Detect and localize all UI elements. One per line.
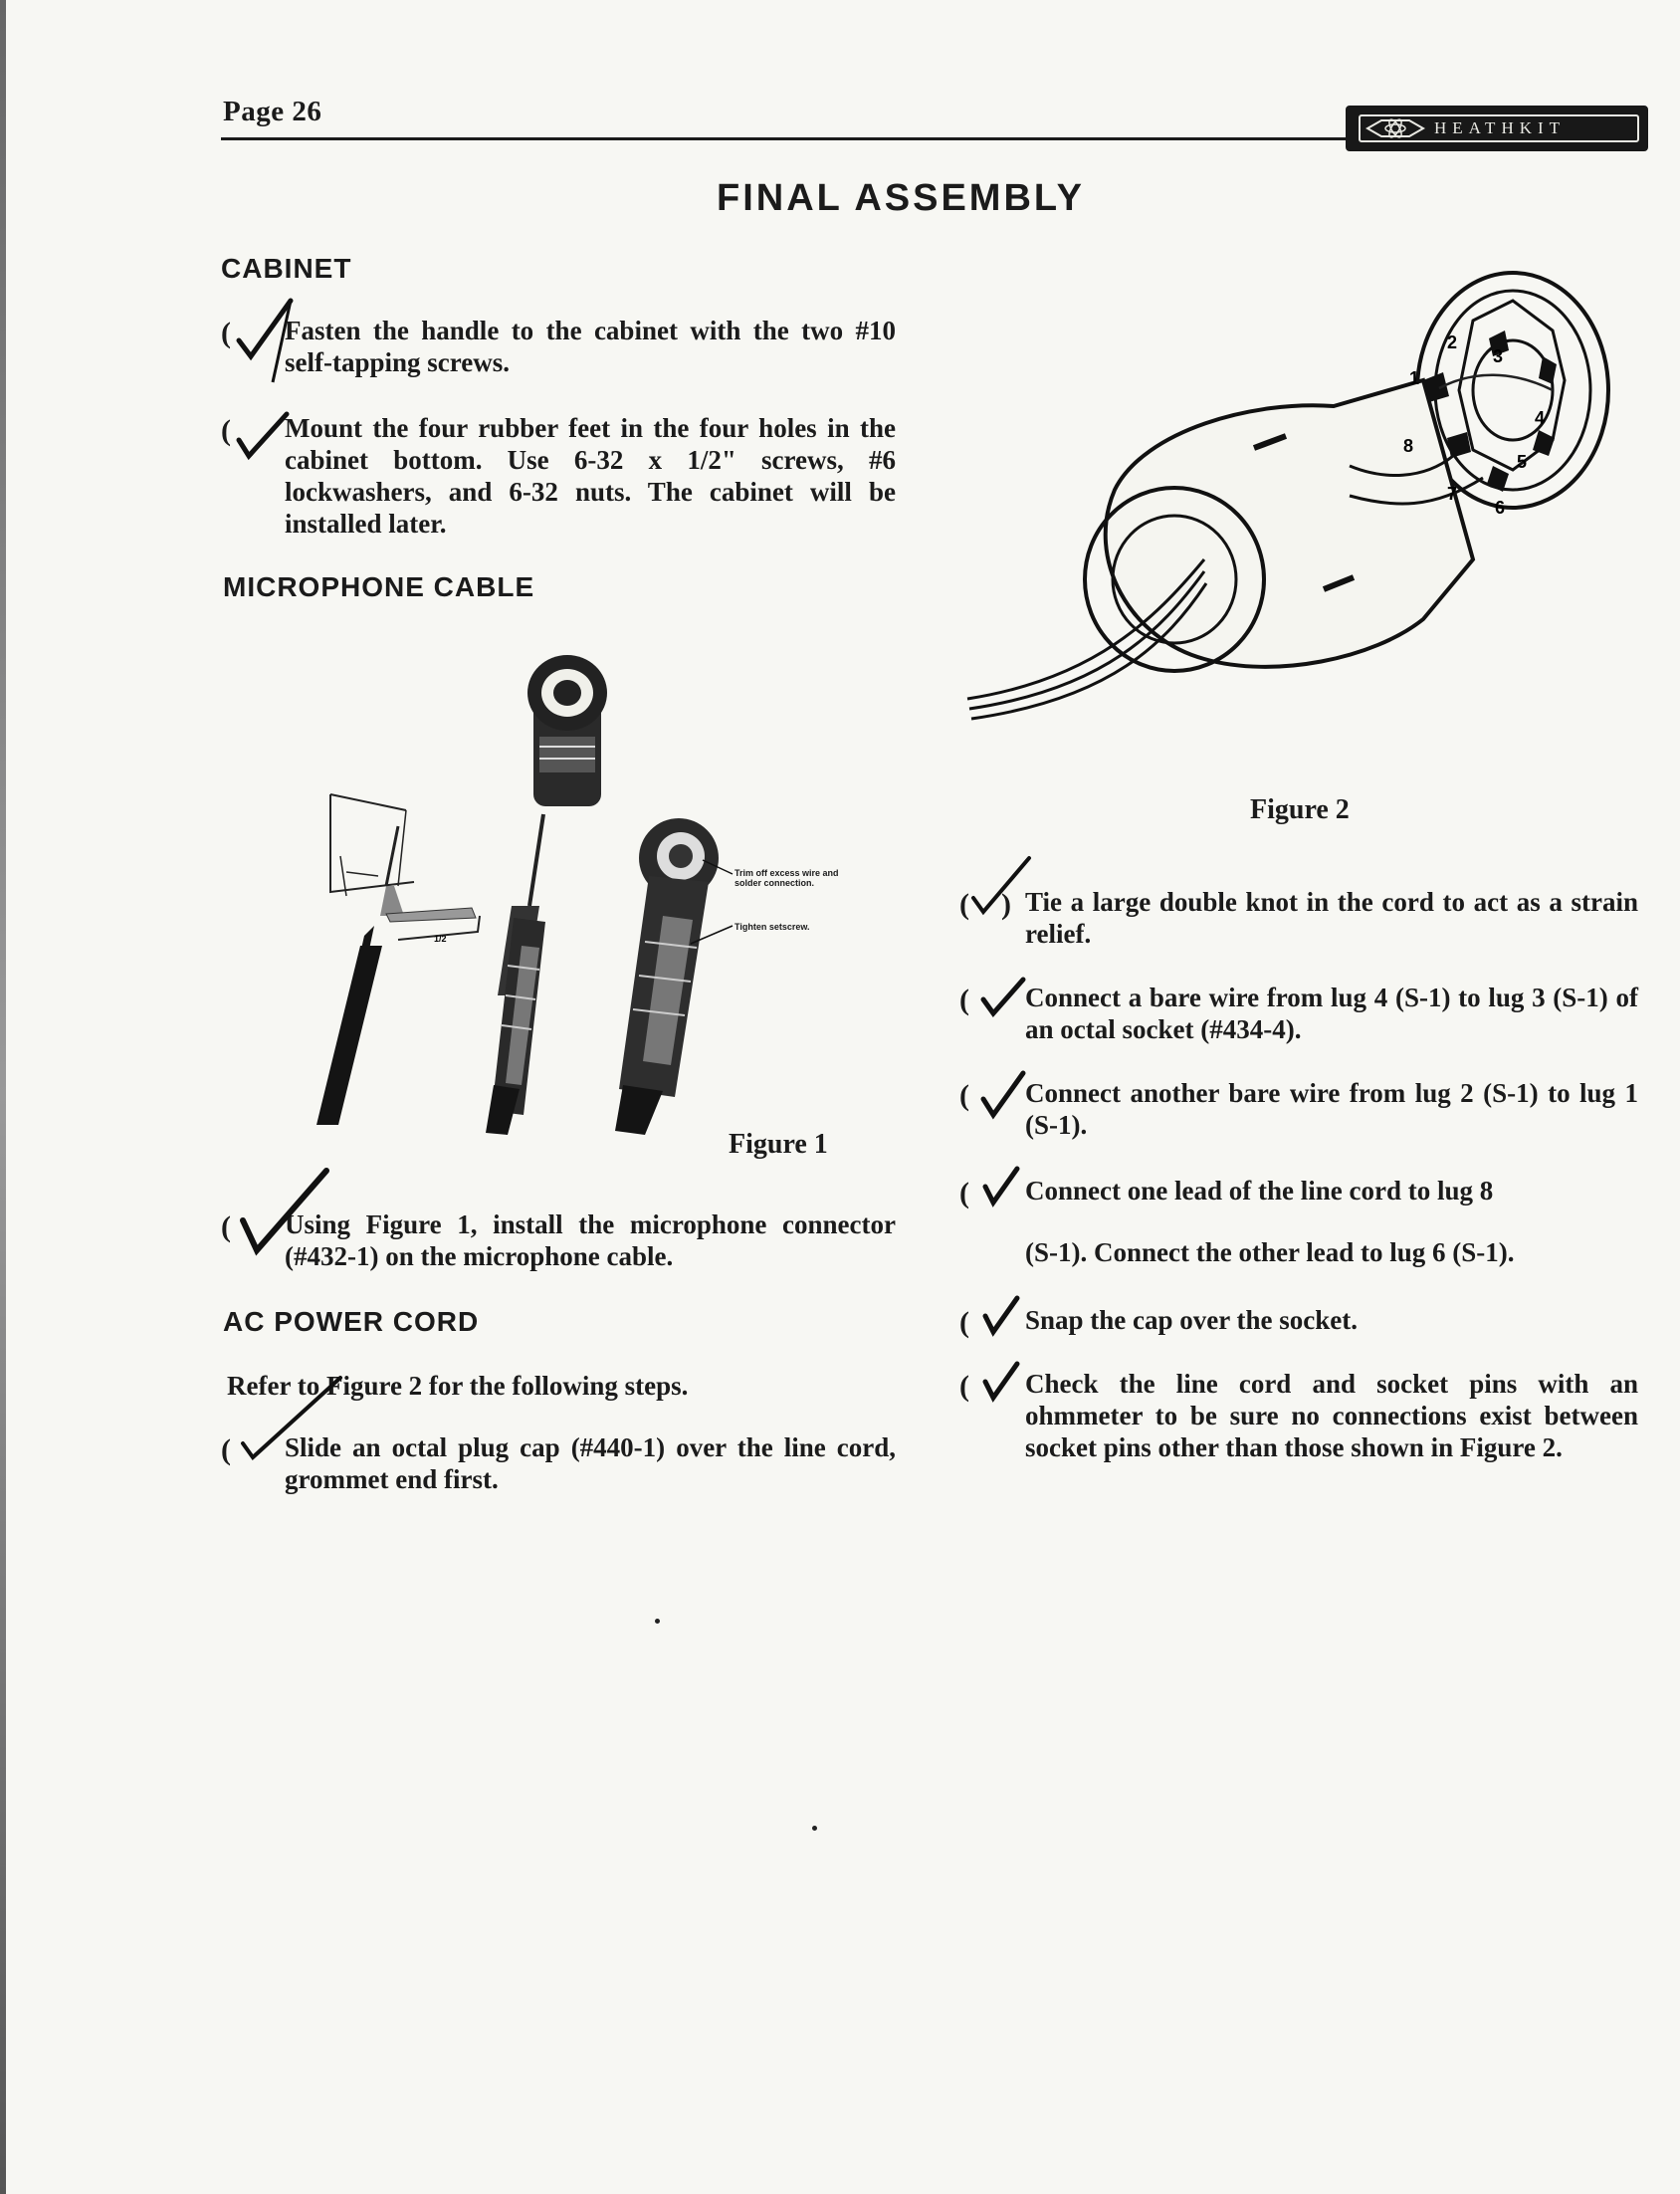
checkmark-icon: [235, 297, 297, 388]
figure-2-illustration: [955, 261, 1652, 739]
assembled-connector: [615, 818, 733, 1135]
cabinet-step-1: [221, 315, 898, 378]
checkmark-icon: [979, 1069, 1027, 1121]
checkmark-icon: [963, 854, 1035, 926]
pin-label: 6: [1495, 498, 1506, 518]
plug-cap: [1085, 380, 1483, 671]
step-text: Using Figure 1, install the microphone connector (#432-1) on the microphone cable.: [285, 1209, 896, 1271]
pin-label: 8: [1403, 436, 1414, 456]
figure-2-caption: Figure 2: [1250, 794, 1350, 825]
figure-1-illustration: [295, 647, 892, 1145]
ac-power-cord-intro: Refer to Figure 2 for the following steps.: [227, 1371, 689, 1401]
pin-label: 1: [1409, 368, 1420, 388]
trim-label: Trim off excess wire and solder connection.: [735, 868, 839, 888]
tighten-label: Tighten setscrew.: [735, 922, 810, 932]
page-title: FINAL ASSEMBLY: [717, 177, 1085, 219]
step-text: Tie a large double knot in the cord to act as a strain relief.: [1025, 887, 1638, 949]
step-text: Connect one lead of the line cord to lug 8: [1025, 1176, 1494, 1206]
step-paren-open: (: [959, 1177, 969, 1209]
step-paren-open: (: [221, 1433, 231, 1466]
pin-label: 5: [1517, 452, 1528, 472]
brand-name: HEATHKIT: [1434, 118, 1567, 137]
figure-1-caption: Figure 1: [729, 1129, 828, 1160]
dimension-label: 1/2: [434, 934, 447, 944]
right-step-4: [959, 1175, 1640, 1268]
microphone-cable-heading: MICROPHONE CABLE: [223, 571, 535, 602]
ac-power-cord-step: [221, 1431, 898, 1495]
right-step-5: [959, 1304, 1640, 1339]
step-paren-open: (: [221, 414, 231, 447]
checkmark-icon: [981, 1294, 1021, 1338]
pin-label: 3: [1493, 346, 1504, 366]
step-paren-open: (: [959, 888, 969, 921]
step-text-continued: (S-1). Connect the other lead to lug 6 (S-1).: [1025, 1237, 1515, 1267]
stripped-cable: [316, 794, 480, 1125]
stray-dot: [812, 1826, 817, 1831]
step-text: Mount the four rubber feet in the four holes in the cabinet bottom. Use 6-32 x 1/2" screws, #6 lockwashers, and 6-32 nuts. The cabinet will be installed later.: [285, 413, 896, 539]
right-step-3: [959, 1077, 1640, 1141]
cabinet-step-2: [221, 412, 898, 540]
step-paren-open: (: [959, 984, 969, 1016]
pin-label: 2: [1447, 332, 1458, 352]
step-paren-close: ): [1001, 888, 1011, 921]
step-text: Connect another bare wire from lug 2 (S-1) to lug 1 (S-1).: [1025, 1078, 1638, 1140]
connector-cap: [527, 655, 607, 806]
step-paren-open: (: [221, 1210, 231, 1243]
pin-label: 7: [1447, 484, 1458, 504]
step-text: Check the line cord and socket pins with an ohmmeter to be sure no connections exist between socket pins other than those shown in Figure 2.: [1025, 1369, 1638, 1462]
pin-label: 4: [1535, 408, 1546, 428]
step-paren-open: (: [959, 1370, 969, 1403]
right-step-6: [959, 1368, 1640, 1463]
step-paren-open: (: [221, 317, 231, 349]
checkmark-icon: [235, 410, 291, 466]
cable-with-pin: [486, 814, 545, 1135]
checkmark-icon: [981, 1360, 1021, 1404]
step-text: Snap the cap over the socket.: [1025, 1305, 1358, 1335]
step-text: Slide an octal plug cap (#440-1) over the line cord, grommet end first.: [285, 1432, 896, 1494]
step-paren-open: (: [959, 1079, 969, 1112]
scan-edge: [0, 0, 6, 2194]
checkmark-icon: [979, 976, 1027, 1019]
step-text: Connect a bare wire from lug 4 (S-1) to lug 3 (S-1) of an octal socket (#434-4).: [1025, 983, 1638, 1044]
step-text: Fasten the handle to the cabinet with the two #10 self-tapping screws.: [285, 316, 896, 377]
cabinet-heading: CABINET: [221, 253, 352, 284]
heathkit-logo: [1346, 106, 1648, 151]
checkmark-icon: [981, 1165, 1021, 1208]
atom-icon: [1361, 116, 1430, 140]
step-paren-open: (: [959, 1306, 969, 1339]
right-step-1: [959, 886, 1640, 950]
ac-power-cord-heading: AC POWER CORD: [223, 1306, 480, 1337]
page-number: Page 26: [223, 96, 322, 127]
checkmark-icon: [237, 1167, 332, 1262]
stray-dot: [655, 1619, 660, 1624]
right-step-2: [959, 982, 1640, 1045]
